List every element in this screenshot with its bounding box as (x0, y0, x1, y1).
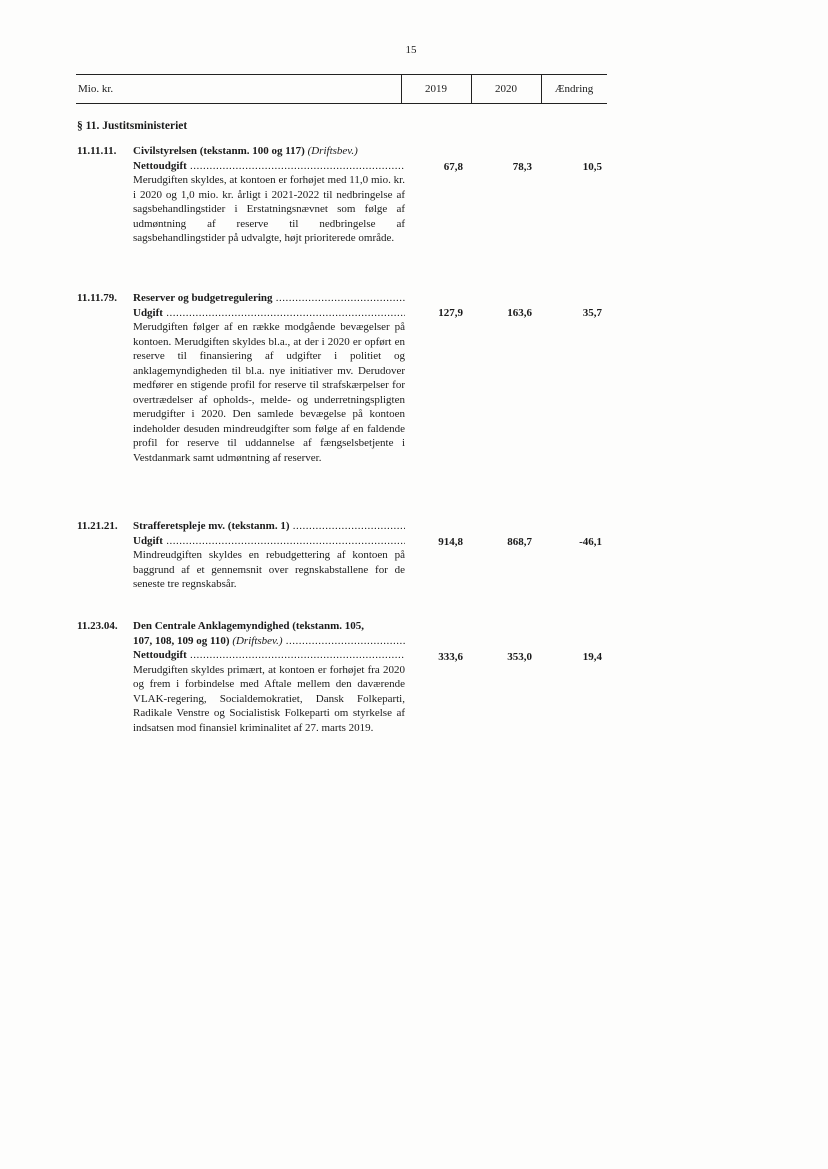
value-2019: 914,8 (438, 536, 463, 548)
value-change: 19,4 (582, 651, 602, 663)
column-header-2019: 2019 (425, 83, 447, 95)
account-code: 11.23.04. (77, 620, 118, 632)
entry-subtitle: Nettoudgift ..... (133, 648, 405, 663)
entry-title-italic: (Driftsbev.) (232, 634, 283, 647)
value-change: 10,5 (582, 161, 602, 173)
entry-title: Civilstyrelsen (tekstanm. 100 og 117) (Driftsbev.) (133, 145, 358, 157)
entry-description: Mindreudgiften skyldes en rebudgettering af kontoen på baggrund af et gennemsnit over regnskabstallene for de seneste tre regnskabsår. (133, 549, 405, 590)
entry-title: Reserver og budgetregulering ..... (133, 291, 405, 306)
column-header-change: Ændring (554, 83, 594, 95)
value-2020: 78,3 (512, 161, 532, 173)
entry-title: Den Centrale Anklagemyndighed (tekstanm. 105, (133, 620, 365, 632)
section-title: § 11. Justitsministeriet (77, 120, 188, 132)
entry-subtitle: Nettoudgift ..... (133, 159, 405, 174)
account-code: 11.11.79. (77, 292, 118, 304)
value-change: 35,7 (582, 307, 602, 319)
value-2020: 353,0 (507, 651, 532, 663)
value-change: -46,1 (579, 536, 602, 548)
value-2020: 868,7 (507, 536, 532, 548)
column-header-2020: 2020 (495, 83, 517, 95)
entry-title: Strafferetspleje mv. (tekstanm. 1) ..... (133, 519, 405, 534)
value-2019: 127,9 (438, 307, 463, 319)
unit-label: Mio. kr. (78, 83, 114, 95)
entry-description: Merudgiften følger af en række modgående bevægelser på kontoen. Merudgiften skyldes bl.a., at der i 2020 er opført en reserve til finansiering af udgifter i politiet og anklagemyndigheden til bl.a. nye initiativer mv. Derudover medfører en stigende profil for reserve til strafskærpelser for overtrædelser af opholds-, melde- og underretningspligten merudgifter i 2020. Den samlede bevægelse på kontoen indeholder desuden mindreudgifter som følge af en faldende profil for reserve til uddannelse af fængselsbetjente i Vestdanmark samt udmøntning af reserver. (133, 321, 405, 464)
entry-title-continued: 107, 108, 109 og 110) (Driftsbev.) ..... (133, 634, 405, 649)
entry-title-italic: (Driftsbev.) (307, 145, 358, 157)
entry-description: Merudgiften skyldes, at kontoen er forhøjet med 11,0 mio. kr. i 2020 og 1,0 mio. kr. årligt i 2021-2022 til nedbringelse af sagsbehandlingstider i Erstatningsnævnet som følge af udmøntning af reserve til nedbringelse af sagsbehandlingstider på udvalgte, højt prioriterede område. (133, 174, 405, 244)
table-header (76, 74, 607, 104)
value-2020: 163,6 (507, 307, 532, 319)
value-2019: 67,8 (443, 161, 463, 173)
page-number: 15 (405, 44, 417, 56)
account-code: 11.11.11. (77, 145, 117, 157)
entry-subtitle: Udgift ..... (133, 306, 405, 321)
entry-subtitle: Udgift ..... (133, 534, 405, 549)
account-code: 11.21.21. (77, 520, 118, 532)
entry-description: Merudgiften skyldes primært, at kontoen er forhøjet fra 2020 og frem i forbindelse med Aftale mellem den daværende VLAK-regering, Socialdemokratiet, Dansk Folkeparti, Radikale Venstre og Socialistisk Folkeparti om styrkelse af indsatsen mod finansiel kriminalitet af 27. marts 2019. (133, 663, 405, 734)
value-2019: 333,6 (438, 651, 463, 663)
